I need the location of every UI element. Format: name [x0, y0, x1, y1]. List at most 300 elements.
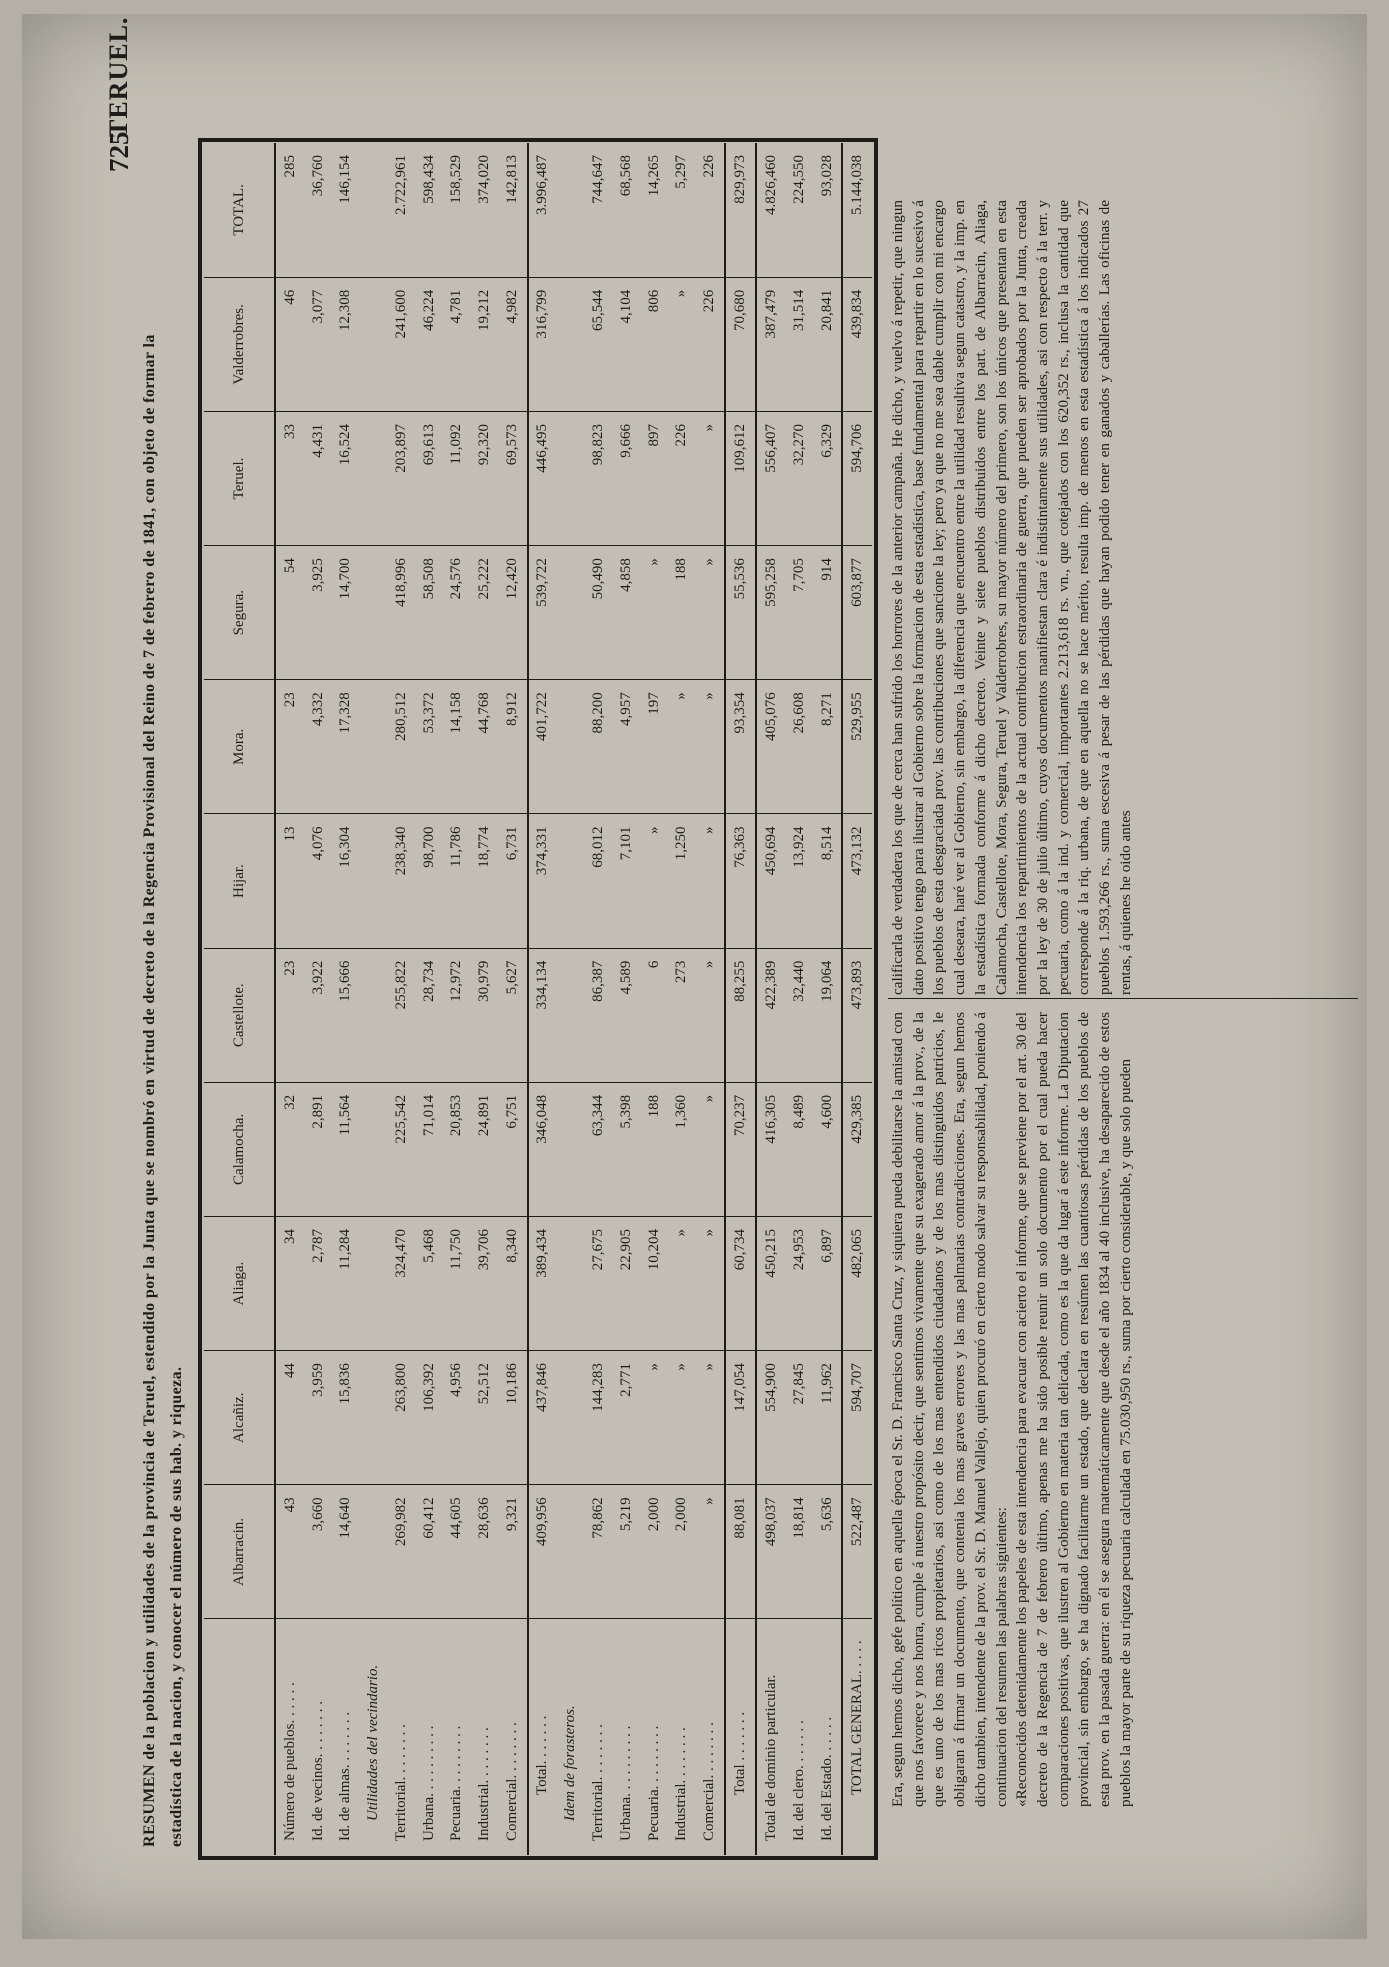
column-header-total: TOTAL. — [204, 143, 275, 277]
table-cell: 44,768 — [471, 680, 499, 814]
column-header: Aliaga. — [204, 1216, 275, 1350]
table-cell: 24,891 — [471, 1082, 499, 1216]
table-cell: 15,836 — [332, 1351, 360, 1485]
text-column-left — [888, 1012, 1136, 1807]
table-cell: 2,771 — [613, 1351, 641, 1485]
table-cell: 68,012 — [585, 814, 613, 948]
table-cell: » — [668, 277, 696, 411]
table-cell: 46 — [275, 277, 304, 411]
table-cell: 11,092 — [443, 411, 471, 545]
table-row — [415, 143, 443, 1855]
table-cell — [557, 814, 585, 948]
table-cell: » — [640, 1351, 668, 1485]
table-cell: 78,862 — [585, 1485, 613, 1619]
table-cell: 3,925 — [304, 546, 332, 680]
row-label: Pecuaria. . . . . . . . . — [645, 1725, 662, 1841]
table-cell: 12,308 — [332, 277, 360, 411]
table-cell: 55,536 — [725, 546, 756, 680]
table-cell — [360, 948, 388, 1082]
table-cell — [360, 277, 388, 411]
table-cell: 346,048 — [528, 1082, 557, 1216]
row-label: Total . . . . . . . — [725, 1619, 756, 1855]
table-cell: 422,389 — [756, 948, 785, 1082]
table-cell: 6,897 — [813, 1216, 842, 1350]
table-cell: 14,700 — [332, 546, 360, 680]
row-label: Territorial. . . . . . . . — [590, 1724, 607, 1841]
table-cell: 33 — [275, 411, 304, 545]
table-cell: » — [696, 1485, 725, 1619]
table-cell: 3,660 — [304, 1485, 332, 1619]
table-cell: 280,512 — [388, 680, 416, 814]
table-cell: 273 — [668, 948, 696, 1082]
table-cell: 556,407 — [756, 411, 785, 545]
table-cell: 7,101 — [613, 814, 641, 948]
table-cell: 8,489 — [785, 1082, 813, 1216]
table-cell: 188 — [668, 546, 696, 680]
page — [22, 14, 1367, 1939]
table-cell: 27,845 — [785, 1351, 813, 1485]
table-cell: 13 — [275, 814, 304, 948]
table-cell: 316,799 — [528, 277, 557, 411]
table-cell — [360, 680, 388, 814]
table-cell: 450,694 — [756, 814, 785, 948]
table-cell: 11,284 — [332, 1216, 360, 1350]
page-header-title: TERUEL. — [104, 16, 133, 137]
row-label: Número de pueblos. . . . . . — [281, 1682, 298, 1841]
table-cell: 594,707 — [842, 1351, 872, 1485]
table-cell — [557, 143, 585, 277]
table-cell: 9,321 — [498, 1485, 527, 1619]
table-cell: 374,020 — [471, 143, 499, 277]
table-cell: 9,666 — [613, 411, 641, 545]
table-cell: 4,589 — [613, 948, 641, 1082]
table-cell: 401,722 — [528, 680, 557, 814]
table-cell: » — [696, 814, 725, 948]
table-cell — [557, 1485, 585, 1619]
table-cell: 36,760 — [304, 143, 332, 277]
table-cell: 70,237 — [725, 1082, 756, 1216]
table-cell: 4,600 — [813, 1082, 842, 1216]
table-cell: 203,897 — [388, 411, 416, 545]
table-cell: 4,858 — [613, 546, 641, 680]
table-cell: 2,000 — [640, 1485, 668, 1619]
table-cell: 418,996 — [388, 546, 416, 680]
table-cell: 4.826,460 — [756, 143, 785, 277]
row-label: Industrial. . . . . . . . — [476, 1727, 493, 1841]
body-text — [888, 177, 1358, 1807]
page-number: 725 — [104, 131, 134, 172]
table-cell: 522,487 — [842, 1485, 872, 1619]
table-cell: » — [696, 1351, 725, 1485]
table-row — [528, 143, 557, 1855]
column-header: Hijar. — [204, 814, 275, 948]
paragraph: Era, segun hemos dicho, gefe político en aquella época el Sr. D. Francisco Santa Cruz, y siquiera pueda debilitarse la amistad con que nos favorece y nos honra, cumple á nuestro propósito decir, que sentimos vivamente que su exagerado amor á la prov., de la que es uno de los mas ricos propietarios, asi como de los mas entendidos ciudadanos y de los mas distinguidos patricios, le obligaran á firmar un documento, que contenia los mas graves errores y las mas palmarias contradicciones. Era, segun hemos dicho tambien, intendente de la prov. el Sr. D. Manuel Vallejo, quien procuró en cierto modo salvar su responsabilidad, poniendo á continuacion del resumen las palabras siguientes: — [889, 1012, 1010, 1807]
table-cell: 25,222 — [471, 546, 499, 680]
table-cell: » — [696, 948, 725, 1082]
table-cell: 241,600 — [388, 277, 416, 411]
table-cell: 18,774 — [471, 814, 499, 948]
table-row — [275, 143, 304, 1855]
table-cell: 109,612 — [725, 411, 756, 545]
table-cell: 11,750 — [443, 1216, 471, 1350]
table-cell: 86,387 — [585, 948, 613, 1082]
table-cell: 437,846 — [528, 1351, 557, 1485]
table-cell: » — [696, 411, 725, 545]
table-row — [332, 143, 360, 1855]
table-cell — [360, 814, 388, 948]
table-cell: 595,258 — [756, 546, 785, 680]
table-cell: 226 — [696, 277, 725, 411]
table-cell: 146,154 — [332, 143, 360, 277]
table-cell: 60,412 — [415, 1485, 443, 1619]
table-cell — [557, 411, 585, 545]
row-label: Id. de vecinos. . . . . . . . — [309, 1701, 326, 1841]
row-label: Id. de almas. . . . . . . . — [337, 1711, 354, 1841]
text-column-right — [888, 200, 1136, 995]
table-cell: 6,731 — [498, 814, 527, 948]
table-cell: 3,922 — [304, 948, 332, 1082]
table-cell: 554,900 — [756, 1351, 785, 1485]
table-cell: 43 — [275, 1485, 304, 1619]
table-cell: 4,957 — [613, 680, 641, 814]
table-cell: 52,512 — [471, 1351, 499, 1485]
table-cell: 324,470 — [388, 1216, 416, 1350]
table-row — [613, 143, 641, 1855]
table-cell: 46,224 — [415, 277, 443, 411]
table-cell: 58,508 — [415, 546, 443, 680]
table-cell: 20,841 — [813, 277, 842, 411]
table-cell — [360, 143, 388, 277]
row-label: Id. del clero. . . . . . . — [790, 1720, 807, 1841]
table-cell: 98,700 — [415, 814, 443, 948]
table-cell: 5,627 — [498, 948, 527, 1082]
row-label: Comercial. . . . . . . . — [701, 1722, 718, 1841]
table-row — [756, 143, 785, 1855]
paragraph: «Reconocidos detenidamente los papeles de esta intendencia para evacuar con acierto el informe, que se previene por el art. 30 del decreto de la Regencia de 7 de febrero último, apenas me ha sido posible reunir un solo documento por el cual pueda hacer comparaciones positivas, que ilustren al Gobierno en materia tan delicada, como es la que da lugar á este informe. La Diputacion provincial, sin embargo, se ha dignado facilitarme un estado, que declara en resúmen las cuantiosas pérdidas de los pueblos de esta prov. en la pasada guerra: en él se asegura matemáticamente que desde el año 1834 al 40 inclusive, ha desaparecido de estos pueblos la mayor parte de su riqueza pecuaria calculada en 75.030,950 rs., suma por cierto considerable, y que solo pueden — [1013, 1012, 1134, 1807]
table-cell: 405,076 — [756, 680, 785, 814]
table-cell — [360, 1082, 388, 1216]
table-cell: 598,434 — [415, 143, 443, 277]
table-cell: 197 — [640, 680, 668, 814]
table-row — [360, 143, 388, 1855]
table-cell: 3.996,487 — [528, 143, 557, 277]
table-cell: 44,605 — [443, 1485, 471, 1619]
row-label: Utilidades del vecindario. — [365, 1664, 382, 1821]
table-cell: 24,953 — [785, 1216, 813, 1350]
table-cell: 498,037 — [756, 1485, 785, 1619]
table-cell: 17,328 — [332, 680, 360, 814]
table-cell: 71,014 — [415, 1082, 443, 1216]
table-cell: 34 — [275, 1216, 304, 1350]
table-cell — [360, 1351, 388, 1485]
row-label: Territorial. . . . . . . . — [392, 1724, 409, 1841]
table-cell: 19,212 — [471, 277, 499, 411]
column-header: Valderrobres. — [204, 277, 275, 411]
table-row — [785, 143, 813, 1855]
table-cell: 5,636 — [813, 1485, 842, 1619]
column-header: Alcañiz. — [204, 1351, 275, 1485]
table-cell: » — [696, 1082, 725, 1216]
table-row — [696, 143, 725, 1855]
table-cell: 389,434 — [528, 1216, 557, 1350]
table-cell: » — [696, 680, 725, 814]
table-cell: 30,979 — [471, 948, 499, 1082]
row-label: TOTAL GENERAL. . . . . — [842, 1619, 872, 1855]
table-cell: 285 — [275, 143, 304, 277]
table-cell: 24,576 — [443, 546, 471, 680]
table-cell: 744,647 — [585, 143, 613, 277]
table-cell: 334,134 — [528, 948, 557, 1082]
table-cell: 439,834 — [842, 277, 872, 411]
table-cell: 50,490 — [585, 546, 613, 680]
table-cell: 39,706 — [471, 1216, 499, 1350]
table-cell: 4,431 — [304, 411, 332, 545]
table-cell: 2,891 — [304, 1082, 332, 1216]
table-cell: 188 — [640, 1082, 668, 1216]
row-label: Comercial. . . . . . . . — [504, 1722, 521, 1841]
table-cell: 450,215 — [756, 1216, 785, 1350]
column-divider — [888, 998, 1358, 999]
row-label: Total. . . . . . . — [528, 1619, 557, 1855]
table-cell: 4,956 — [443, 1351, 471, 1485]
table-cell: 8,912 — [498, 680, 527, 814]
row-label: Urbana. . . . . . . . . . — [420, 1725, 437, 1841]
table-cell: 18,814 — [785, 1485, 813, 1619]
table-cell: 70,680 — [725, 277, 756, 411]
table-cell: 28,636 — [471, 1485, 499, 1619]
table-cell: 16,304 — [332, 814, 360, 948]
table-cell: 603,877 — [842, 546, 872, 680]
table-cell: 69,573 — [498, 411, 527, 545]
table-cell: 5,398 — [613, 1082, 641, 1216]
row-label: Idem de forasteros. — [562, 1705, 579, 1821]
table-cell: 92,320 — [471, 411, 499, 545]
table-cell: 14,265 — [640, 143, 668, 277]
table-cell: » — [668, 1216, 696, 1350]
table-cell: 8,514 — [813, 814, 842, 948]
table-row — [585, 143, 613, 1855]
table-row — [304, 143, 332, 1855]
table-cell: 7,705 — [785, 546, 813, 680]
table-cell: 28,734 — [415, 948, 443, 1082]
table-cell: 15,666 — [332, 948, 360, 1082]
table-cell: 144,283 — [585, 1351, 613, 1485]
table-cell — [360, 546, 388, 680]
table-row — [725, 143, 756, 1855]
label-header — [204, 1619, 275, 1855]
summary-table — [204, 143, 872, 1855]
document-title: RESUMEN de la poblacion y utilidades de la provincia de Teruel, estendido por la Junta que se nombró en virtud de decreto de la Regencia Provisional del Reino de 7 de febrero de 1841, con objeto de formar la estadística de la nacion, y conocer el número de sus hab. y riqueza. — [141, 334, 185, 1847]
table-header-row — [204, 143, 275, 1855]
table-cell — [557, 948, 585, 1082]
table-cell: 27,675 — [585, 1216, 613, 1350]
table-cell: 10,204 — [640, 1216, 668, 1350]
table-cell: 12,420 — [498, 546, 527, 680]
row-label: Industrial. . . . . . . . — [673, 1727, 690, 1841]
table-cell: 2,787 — [304, 1216, 332, 1350]
table-cell: 8,271 — [813, 680, 842, 814]
table-row — [443, 143, 471, 1855]
column-header: Castellote. — [204, 948, 275, 1082]
row-label: Urbana. . . . . . . . . . — [617, 1725, 634, 1841]
table-cell: 3,959 — [304, 1351, 332, 1485]
row-label: Total de dominio particular. — [756, 1619, 785, 1855]
column-header: Albarracin. — [204, 1485, 275, 1619]
table-cell: 32,440 — [785, 948, 813, 1082]
table-cell: 5.144,038 — [842, 143, 872, 277]
table-row — [498, 143, 527, 1855]
table-cell — [557, 1351, 585, 1485]
table-cell: 19,064 — [813, 948, 842, 1082]
table-cell: 88,200 — [585, 680, 613, 814]
table-cell: 11,786 — [443, 814, 471, 948]
table-cell: 224,550 — [785, 143, 813, 277]
table-cell: 147,054 — [725, 1351, 756, 1485]
table-cell: » — [696, 546, 725, 680]
row-label: Id. del Estado. . . . . . — [818, 1716, 835, 1841]
table-row — [471, 143, 499, 1855]
rotated-page-content — [22, 14, 1389, 1967]
table-cell: 6,329 — [813, 411, 842, 545]
table-cell: 69,613 — [415, 411, 443, 545]
table-cell: 263,800 — [388, 1351, 416, 1485]
table-cell: 482,065 — [842, 1216, 872, 1350]
table-cell: 88,081 — [725, 1485, 756, 1619]
table-cell: 594,706 — [842, 411, 872, 545]
table-cell: 60,734 — [725, 1216, 756, 1350]
table-cell: 11,962 — [813, 1351, 842, 1485]
table-cell: 255,822 — [388, 948, 416, 1082]
table-cell: 429,385 — [842, 1082, 872, 1216]
table-row — [813, 143, 842, 1855]
table-cell: 32 — [275, 1082, 304, 1216]
table-cell: 32,270 — [785, 411, 813, 545]
table-cell: » — [668, 680, 696, 814]
table-cell: 5,468 — [415, 1216, 443, 1350]
table-cell: 2.722,961 — [388, 143, 416, 277]
table-cell: 3,077 — [304, 277, 332, 411]
table-cell: » — [696, 1216, 725, 1350]
table-cell: 88,255 — [725, 948, 756, 1082]
table-cell: 14,640 — [332, 1485, 360, 1619]
table-cell: 76,363 — [725, 814, 756, 948]
table-cell: 5,297 — [668, 143, 696, 277]
table-cell: 106,392 — [415, 1351, 443, 1485]
table-cell: 4,076 — [304, 814, 332, 948]
table-cell: 539,722 — [528, 546, 557, 680]
table-cell: 806 — [640, 277, 668, 411]
table-cell: 12,972 — [443, 948, 471, 1082]
table-body — [275, 143, 872, 1855]
table-cell: 416,305 — [756, 1082, 785, 1216]
table-cell: 225,542 — [388, 1082, 416, 1216]
table-cell: » — [640, 814, 668, 948]
table-cell: 10,186 — [498, 1351, 527, 1485]
table-cell: 4,982 — [498, 277, 527, 411]
table-cell — [557, 546, 585, 680]
table-cell: 63,344 — [585, 1082, 613, 1216]
table-cell — [557, 1082, 585, 1216]
table-cell: 409,956 — [528, 1485, 557, 1619]
table-cell: 93,028 — [813, 143, 842, 277]
table-cell: 914 — [813, 546, 842, 680]
table-cell — [360, 1216, 388, 1350]
paragraph: calificarla de verdadera los que de cerca han sufrido los horrores de la anterior campaña. He dicho, y vuelvo á repetir, que ningun dato positivo tengo para ilustrar al Gobierno sobre la formacion de esta estadística, base fundamental para repartir en lo sucesivo á los pueblos de esta desgraciada prov. las contribuciones que sancione la ley; pero ya que no me sea dable cumplir con mi encargo cual deseara, haré ver al Gobierno, sin embargo, la diferencia que encuentro entre la utilidad resultiva segun catastro, y la imp. en la estadística formada conforme á dicho decreto. Veinte y siete pueblos distribuidos entre los part. de Albarracin, Aliaga, Calamocha, Castellote, Mora, Segura, Teruel y Valderrobres, su mayor número del primero, son los únicos que presentan en esta intendencia los repartimientos de la actual contribucion estraordinaria de guerra, que pueden ser aprobados por la Junta, creada por la ley de 30 de julio último, cuyos documentos manifiestan clara é indistintamente sus utilidades, asi con respecto á la terr. y pecuaria, como á la ind. y comercial, importantes 2.213,618 rs. vn., que cotejados con los 620,352 rs., inclusa la cantidad que corresponde á la riq. urbana, de que en aquella no se hace mérito, resulta imp. de menos en esta estadística á los indicados 27 pueblos 1.593,266 rs., suma escesiva á pesar de las pérdidas que hayan podido tener en ganados y caballerías. Las oficinas de rentas, á quienes he oido antes — [889, 200, 1134, 995]
table-row — [668, 143, 696, 1855]
table-cell: 65,544 — [585, 277, 613, 411]
table-cell: 529,955 — [842, 680, 872, 814]
table-cell: 1,360 — [668, 1082, 696, 1216]
table-cell: 31,514 — [785, 277, 813, 411]
table-cell: 374,331 — [528, 814, 557, 948]
table-cell: 4,332 — [304, 680, 332, 814]
table-cell: 54 — [275, 546, 304, 680]
table-row — [640, 143, 668, 1855]
column-header: Segura. — [204, 546, 275, 680]
row-label: Pecuaria. . . . . . . . . — [448, 1725, 465, 1841]
table-cell: 473,893 — [842, 948, 872, 1082]
table-cell: 14,158 — [443, 680, 471, 814]
table-cell: 4,104 — [613, 277, 641, 411]
table-cell: 53,372 — [415, 680, 443, 814]
table-cell: 44 — [275, 1351, 304, 1485]
table-cell — [360, 1485, 388, 1619]
table-cell: 68,568 — [613, 143, 641, 277]
table-row — [557, 143, 585, 1855]
table-cell — [557, 277, 585, 411]
table-cell: 6,751 — [498, 1082, 527, 1216]
table-cell: 16,524 — [332, 411, 360, 545]
table-cell: 387,479 — [756, 277, 785, 411]
table-cell — [557, 680, 585, 814]
table-cell: 93,354 — [725, 680, 756, 814]
table-row — [842, 143, 872, 1855]
column-header: Calamocha. — [204, 1082, 275, 1216]
table-cell: 6 — [640, 948, 668, 1082]
table-cell: 5,219 — [613, 1485, 641, 1619]
table-cell: 22,905 — [613, 1216, 641, 1350]
table-cell: 142,813 — [498, 143, 527, 277]
table-cell: 158,529 — [443, 143, 471, 277]
table-cell: 4,781 — [443, 277, 471, 411]
table-row — [388, 143, 416, 1855]
table-cell: 8,340 — [498, 1216, 527, 1350]
table-cell: 23 — [275, 680, 304, 814]
table-cell: 226 — [668, 411, 696, 545]
table-cell: 446,495 — [528, 411, 557, 545]
table-cell: 23 — [275, 948, 304, 1082]
table-cell: 238,340 — [388, 814, 416, 948]
table-cell: 20,853 — [443, 1082, 471, 1216]
table-cell: » — [668, 1351, 696, 1485]
table-cell: 226 — [696, 143, 725, 277]
column-header: Mora. — [204, 680, 275, 814]
column-header: Teruel. — [204, 411, 275, 545]
table-cell: 26,608 — [785, 680, 813, 814]
table-cell: » — [640, 546, 668, 680]
table-cell: 269,982 — [388, 1485, 416, 1619]
table-cell: 897 — [640, 411, 668, 545]
table-cell: 13,924 — [785, 814, 813, 948]
table-cell: 98,823 — [585, 411, 613, 545]
table-cell: 2,000 — [668, 1485, 696, 1619]
table-cell — [360, 411, 388, 545]
table-cell: 829,973 — [725, 143, 756, 277]
table-cell — [557, 1216, 585, 1350]
table-cell: 473,132 — [842, 814, 872, 948]
table-cell: 1,250 — [668, 814, 696, 948]
table-cell: 11,564 — [332, 1082, 360, 1216]
